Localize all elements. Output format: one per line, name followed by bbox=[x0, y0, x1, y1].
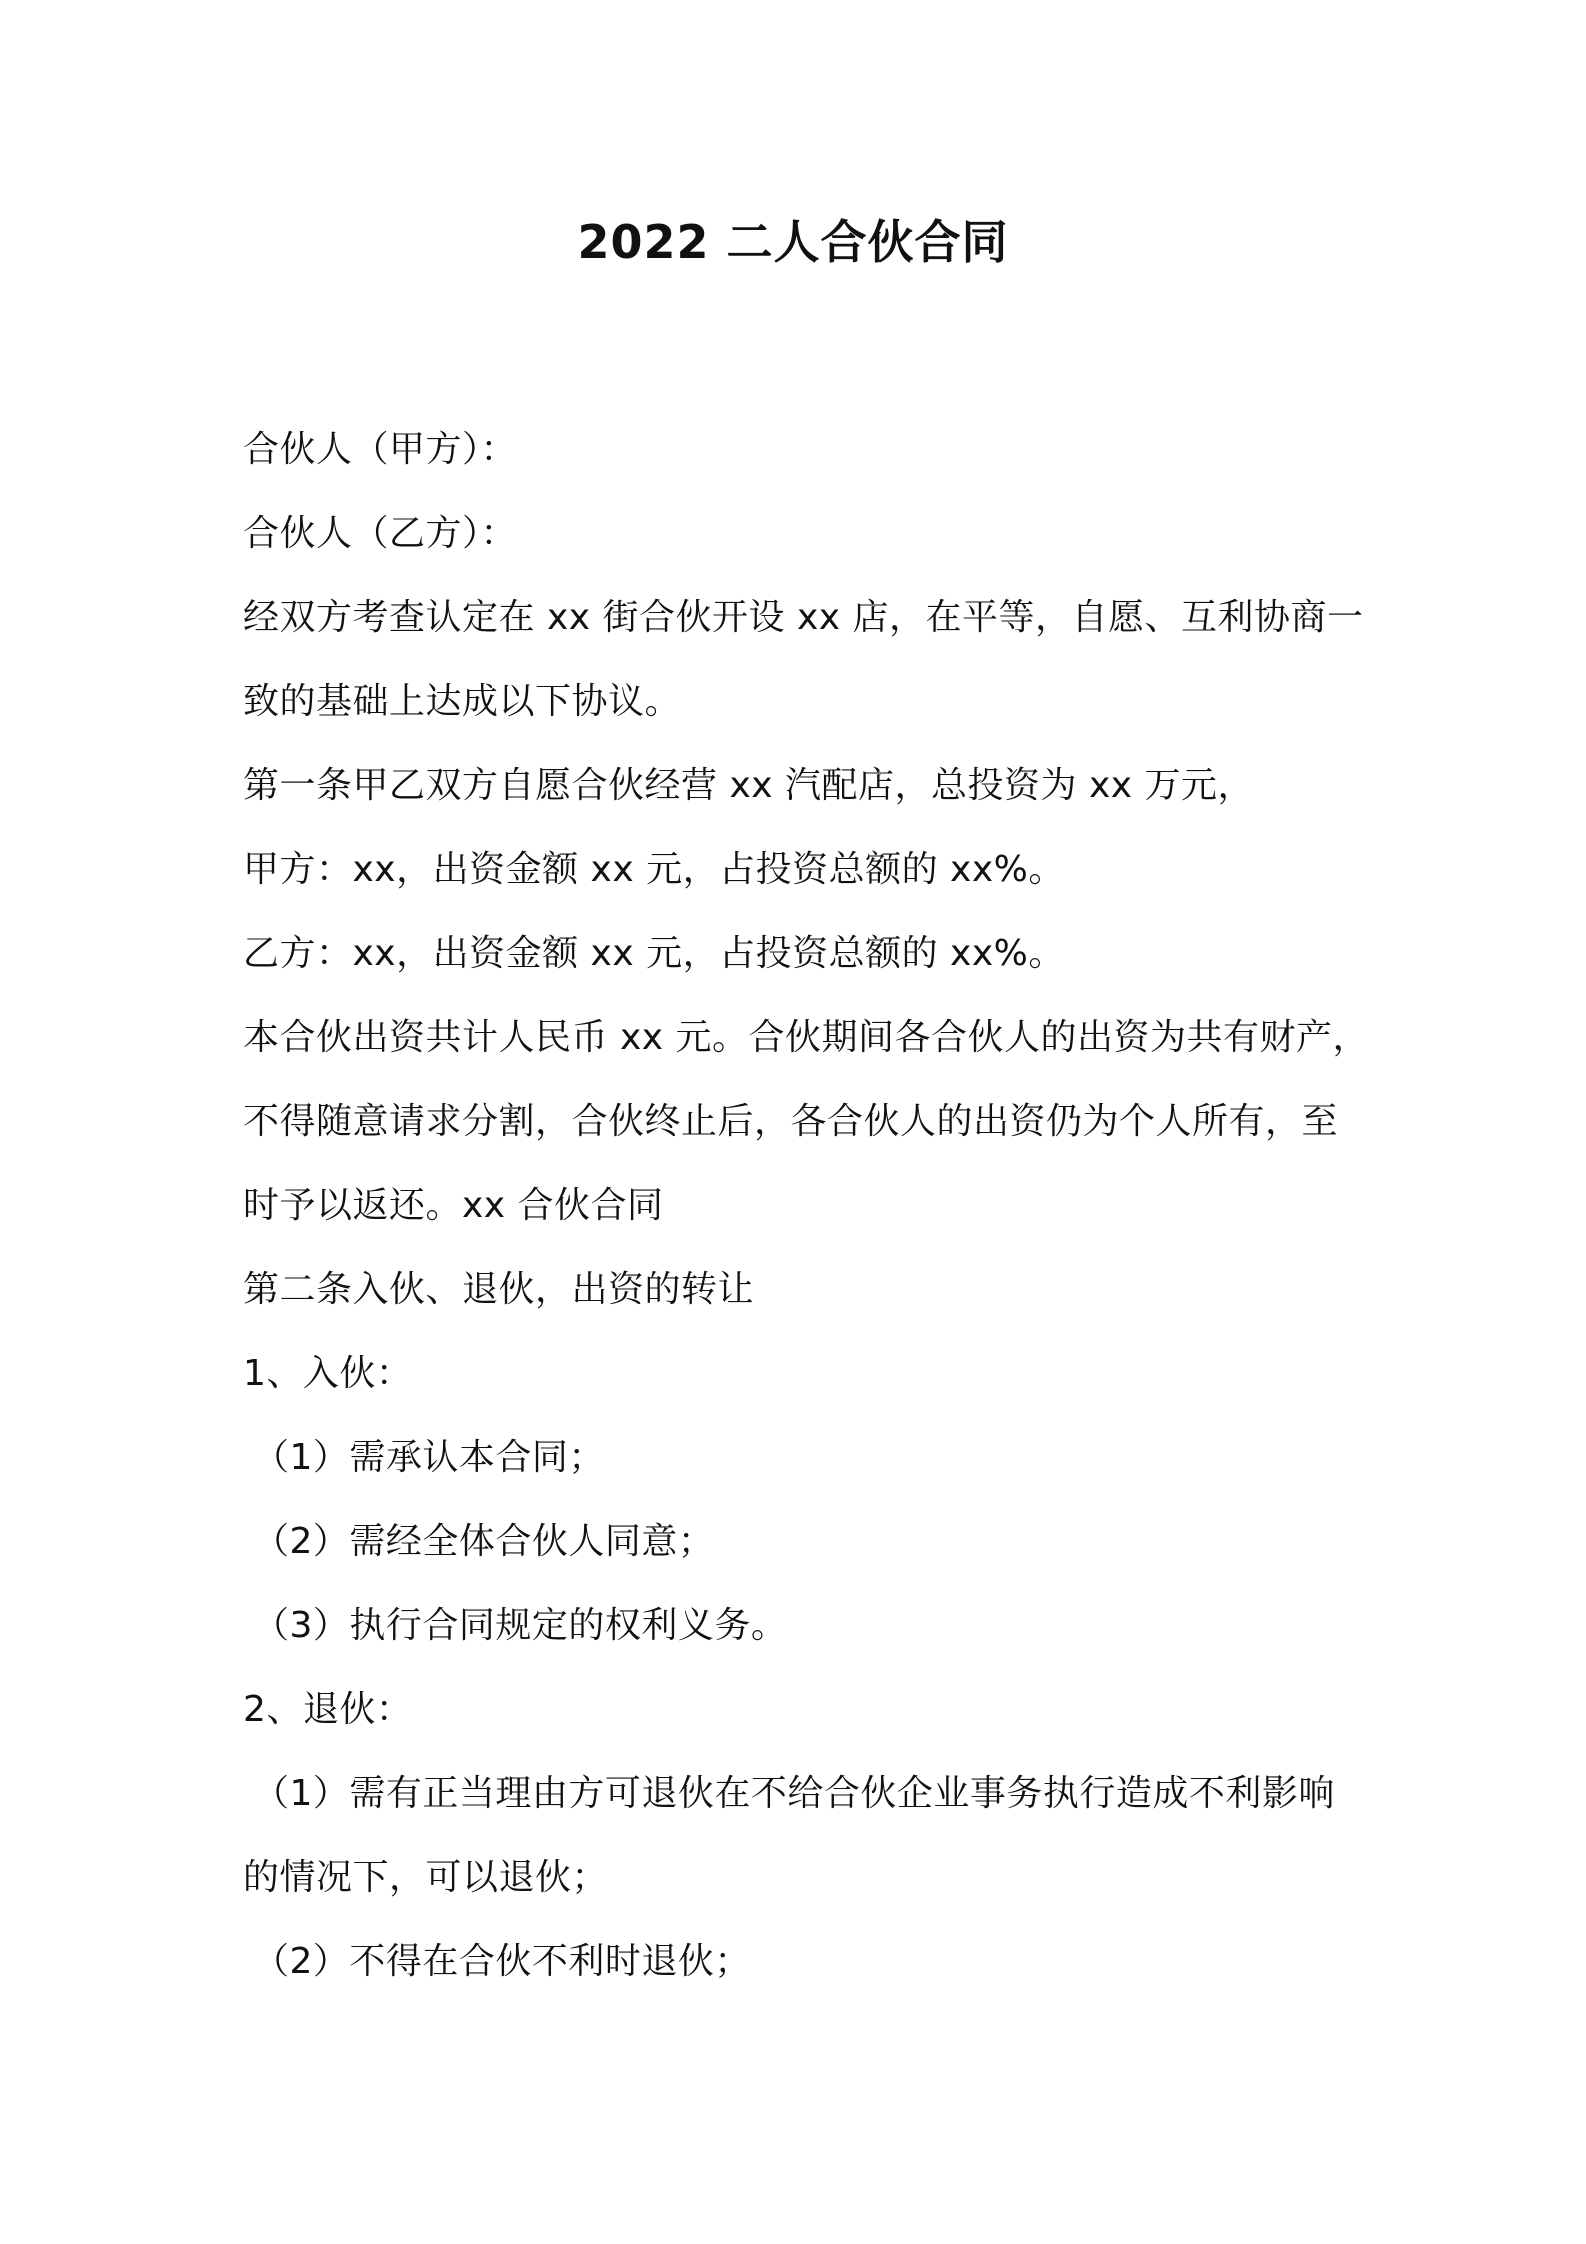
article-1-line: 第一条甲乙双方自愿合伙经营 xx 汽配店，总投资为 xx 万元， bbox=[243, 765, 1254, 806]
preamble-line-1: 经双方考查认定在 xx 街合伙开设 xx 店，在平等，自愿、互利协商一 bbox=[243, 597, 1364, 638]
capital-paragraph-line-2: 不得随意请求分割，合伙终止后，各合伙人的出资仍为个人所有，至 bbox=[243, 1101, 1339, 1142]
document-title: 2022 二人合伙合同 bbox=[577, 215, 1009, 269]
withdrawal-item-1-line-2: 的情况下，可以退伙； bbox=[243, 1857, 609, 1898]
preamble-line-2: 致的基础上达成以下协议。 bbox=[243, 681, 682, 722]
party-a-investment: 甲方：xx，出资金额 xx 元，占投资总额的 xx%。 bbox=[243, 849, 1065, 890]
withdrawal-item-2: （2）不得在合伙不利时退伙； bbox=[253, 1941, 751, 1982]
withdrawal-heading: 2、退伙： bbox=[243, 1689, 413, 1730]
party-a-line: 合伙人（甲方）： bbox=[243, 429, 518, 470]
capital-paragraph-line-3: 时予以返还。xx 合伙合同 bbox=[243, 1185, 664, 1226]
capital-paragraph-line-1: 本合伙出资共计人民币 xx 元。合伙期间各合伙人的出资为共有财产， bbox=[243, 1017, 1369, 1058]
joining-item-2: （2）需经全体合伙人同意； bbox=[253, 1521, 715, 1562]
party-b-investment: 乙方：xx，出资金额 xx 元，占投资总额的 xx%。 bbox=[243, 933, 1065, 974]
article-2-heading: 第二条入伙、退伙，出资的转让 bbox=[243, 1269, 755, 1310]
document-body bbox=[243, 408, 1369, 2004]
joining-item-1: （1）需承认本合同； bbox=[253, 1437, 605, 1478]
withdrawal-item-1-line-1: （1）需有正当理由方可退伙在不给合伙企业事务执行造成不利影响 bbox=[253, 1773, 1335, 1814]
joining-heading: 1、入伙： bbox=[243, 1353, 413, 1394]
joining-item-3: （3）执行合同规定的权利义务。 bbox=[253, 1605, 788, 1646]
party-b-line: 合伙人（乙方）： bbox=[243, 513, 518, 554]
